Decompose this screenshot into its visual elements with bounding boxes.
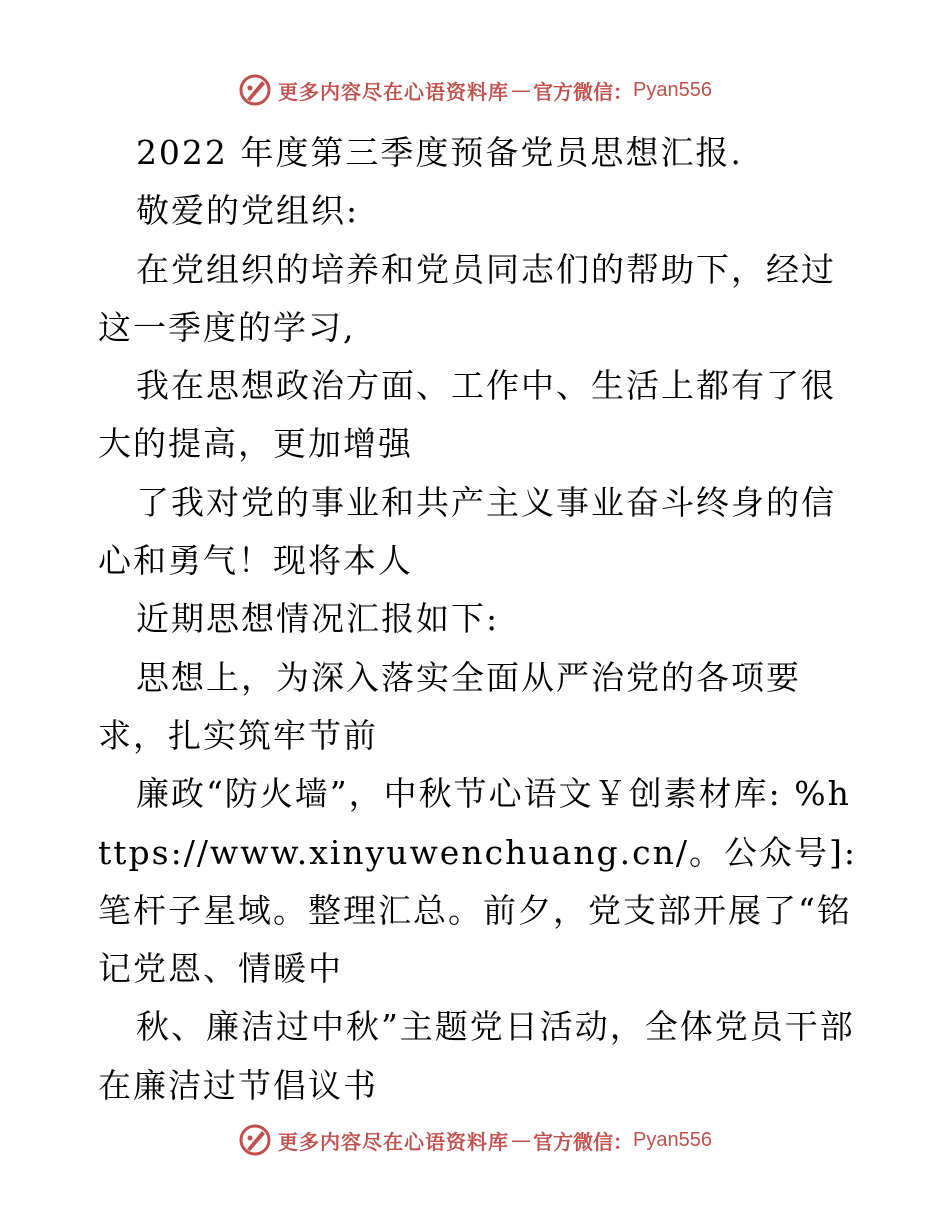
banner-text: 更多内容尽在心语资料库 [278,79,510,104]
pen-logo-icon [238,73,272,107]
paragraph: 近期思想情况汇报如下: [135,599,500,639]
paragraph: 秋、廉洁过中秋”主题党日活动，全体党员干部在廉洁过节倡议书 [98,1007,855,1105]
banner-wechat-id: Pyan556 [633,1128,712,1151]
pen-logo-icon [238,1123,272,1157]
paragraph: 在党组织的培养和党员同志们的帮助下，经过这一季度的学习, [98,249,836,347]
banner-text: 更多内容尽在心语资料库 [278,1129,510,1154]
paragraph: 了我对党的事业和共产主义事业奋斗终身的信心和勇气！现将本人 [98,482,836,581]
paragraph: 我在思想政治方面、工作中、生活上都有了很大的提高，更加增强 [98,366,836,464]
header-banner [0,70,950,110]
banner-wechat-id: Pyan556 [633,78,712,101]
document-title: 2022 年度第三季度预备党员思想汇报. [135,133,743,172]
banner-label: 官方微信： [533,1129,634,1154]
banner-label: 官方微信： [533,79,634,104]
paragraph: 思想上，为深入落实全面从严治党的各项要求，扎实筑牢节前 [98,657,801,755]
footer-banner [0,1120,950,1160]
paragraph: 廉政“防火墙”，中秋节心语文￥创素材库: %https://www.xinyuwenchuang.cn/。公众号]: 笔杆子星域。整理汇总。前夕，党支部开展了“铭记党恩、情暖中 [98,774,857,989]
document-body [98,124,858,1115]
banner-dash: — [511,78,532,102]
document-salutation: 敬爱的党组织: [135,191,360,231]
banner-dash: — [511,1128,532,1152]
